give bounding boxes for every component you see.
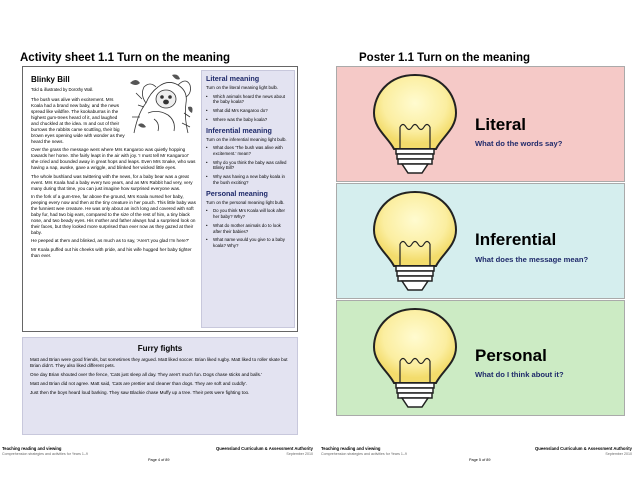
story-paragraph: The bush was alive with excitement. Mrs Koala had a brand new baby, and the news spread like wildfire. The kookaburras in the highest gum-trees heard of it, and laughed and chuckled at the idea. In and out of their burrows the rabbits came scuttling, their big brown eyes opening wide with wonder as they heard the news. <box>31 97 125 144</box>
question-item: • Why was having a new baby koala in the bush exciting? <box>206 174 290 185</box>
page-title: Activity sheet 1.1 Turn on the meaning <box>20 52 231 64</box>
footer-title: Teaching reading and viewing <box>321 446 381 451</box>
question-item: • What name would you give to a baby koala? Why? <box>206 237 290 248</box>
panel-title: Literal <box>475 115 527 134</box>
literal-panel <box>336 66 625 182</box>
question-item: • Do you think Mrs Koala will look after her baby? Why? <box>206 208 290 219</box>
page-number: Page 5 of 89 <box>469 458 491 462</box>
story-credit: Told & illustrated by Dorothy Wall. <box>31 87 94 92</box>
page-number: Page 4 of 89 <box>148 458 170 462</box>
panel-question: What do I think about it? <box>475 370 564 379</box>
furry-paragraph: One day Brian shouted over the fence, 'Cats just sleep all day. They aren't much fun. Dogs chase sticks and balls.' <box>30 371 263 377</box>
footer-subtitle: Comprehension strategies and activities for Years 1–9 <box>2 452 88 456</box>
inferential-intro: Turn on the inferential meaning light bulb. <box>206 136 287 142</box>
furry-paragraph: Matt and Brian were good friends, but sometimes they argued. Matt liked soccer. Brian liked rugby. Matt liked to roller skate but Brian didn't. They also liked different pets. <box>30 357 288 368</box>
footer-authority: Queensland Curriculum & Assessment Authority <box>535 446 632 451</box>
story-panel <box>25 69 198 329</box>
inferential-questions <box>206 145 290 185</box>
lightbulb-icon <box>366 188 464 296</box>
question-item: • What do mother animals do to look after their babies? <box>206 223 290 234</box>
question-item: • What does 'The bush was alive with excitement.' mean? <box>206 145 290 156</box>
story-paragraph: In the fork of a gum-tree, far above the ground, Mrs Koala nursed her baby, peeping every now and then at the tiny creature in her pouch. This little baby was the funniest wee creature. He was only about an inch long and covered with soft baby fur, had two big ears, compared to the size of the rest of him, a tiny black nose, and two beady eyes. His mother and father always had a surprised look on their faces, but they looked more surprised than ever now as they gazed at their baby. <box>31 194 196 235</box>
panel-title: Personal <box>475 346 547 365</box>
panel-title: Inferential <box>475 230 557 249</box>
footer-right <box>482 446 632 456</box>
personal-panel <box>336 300 625 416</box>
story-title: Blinky Bill <box>31 75 70 84</box>
footer-authority: Queensland Curriculum & Assessment Authority <box>216 446 313 451</box>
story-paragraph: Over the grass the message went where Mrs Kangaroo was quietly hopping towards her home. She fairly leapt in the air with joy. 'I must tell Mr Kangaroo!' she cried and bounded away in great hops and leaps. Even Mrs Snake, who was having a nap, awoke, gave a wriggle, and blinked her wicked little eyes. <box>31 147 196 171</box>
furry-paragraph: Matt and Brian did not agree. Matt said, 'Cats are prettier and cleaner than dogs. They are soft and cuddly'. <box>30 380 248 386</box>
panel-question: What does the message mean? <box>475 255 589 264</box>
poster-page <box>319 0 638 493</box>
question-item: • Where was the baby koala? <box>206 117 290 123</box>
footer-date: September 2010 <box>605 452 632 456</box>
lightbulb-icon <box>366 305 464 413</box>
personal-intro: Turn on the personal meaning light bulb. <box>206 199 285 205</box>
footer-subtitle: Comprehension strategies and activities for Years 1–9 <box>321 452 407 456</box>
footer-left <box>2 446 152 456</box>
footer-date: September 2010 <box>286 452 313 456</box>
literal-intro: Turn on the literal meaning light bulb. <box>206 85 279 90</box>
question-item: • What did Mrs Kangaroo do? <box>206 108 290 114</box>
panel-question: What do the words say? <box>475 139 563 148</box>
story-text <box>31 97 196 261</box>
literal-heading: Literal meaning <box>206 74 260 83</box>
footer-right <box>163 446 313 456</box>
furry-paragraph: Just then the boys heard loud barking. They saw Blackie chase Muffy up a tree. Their pets were fighting too. <box>30 389 250 395</box>
personal-questions <box>206 208 290 248</box>
story-paragraph: The whole bushland was twittering with the news, for a baby bear was a great event. Mrs Koala had a baby every two years, and as Mrs Rabbit had very, very many during that time, you can just imagine how surprised everyone was. <box>31 173 193 191</box>
furry-fights-title: Furry fights <box>137 344 183 353</box>
literal-questions <box>206 94 290 123</box>
question-item: • Which animals heard the news about the baby koala? <box>206 94 290 105</box>
inferential-heading: Inferential meaning <box>206 125 272 135</box>
inferential-panel <box>336 183 625 299</box>
footer-left <box>321 446 471 456</box>
footer-title: Teaching reading and viewing <box>2 446 62 451</box>
question-item: • Why do you think the baby was called Blinky Bill? <box>206 160 290 171</box>
story-paragraph: Mr Koala puffed out his cheeks with pride, and his wife hugged her baby tighter than ever. <box>31 246 192 258</box>
questions-panel <box>201 70 295 328</box>
furry-fights-box <box>22 337 298 435</box>
lightbulb-icon <box>366 71 464 179</box>
story-paragraph: He peeped at them and blinked, as much as to say, 'Aren't you glad I'm here?' <box>31 238 190 244</box>
personal-heading: Personal meaning <box>206 188 268 198</box>
poster-title: Poster 1.1 Turn on the meaning <box>359 52 531 64</box>
story-frame <box>22 66 298 332</box>
